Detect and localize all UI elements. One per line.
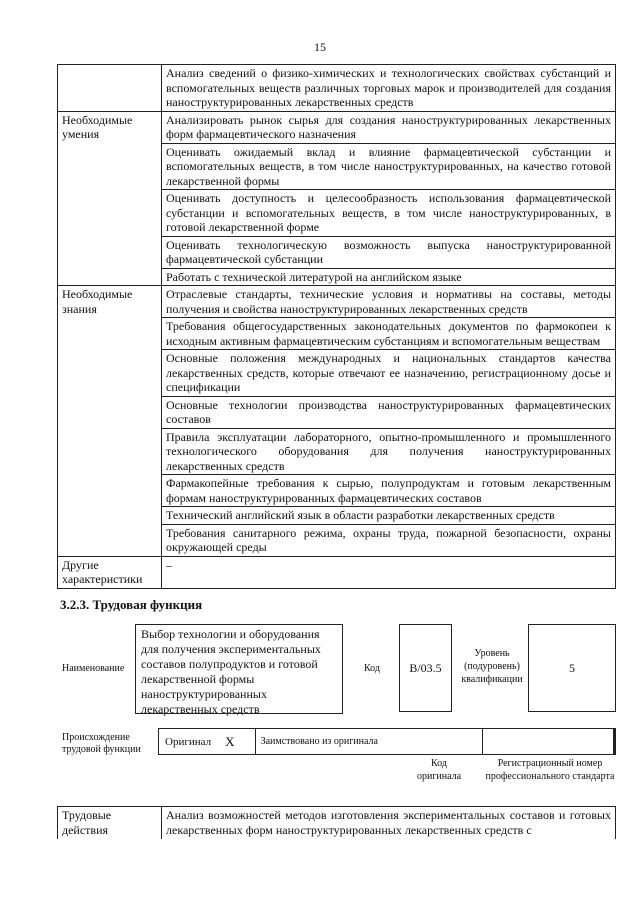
skills-label: Необходимые умения: [58, 111, 162, 286]
table-row: [58, 807, 616, 840]
page-number: 15: [314, 40, 326, 54]
knowledge-item: Отраслевые стандарты, технические условия и нормативы на составы, методы получения и свойства наноструктурированных лекарственных средств: [162, 286, 616, 318]
table-row: [58, 65, 616, 112]
other-label: Другие характеристики: [58, 556, 162, 588]
knowledge-item: Технический английский язык в области разработки лекарственных средств: [162, 507, 616, 525]
level-label: Уровень (подуровень) квалификации: [461, 648, 523, 685]
level-box: 5: [528, 624, 616, 712]
name-label: Наименование: [62, 663, 125, 674]
borrowed-label: Заимствовано из оригинала: [260, 736, 378, 747]
empty-label-cell: [58, 65, 162, 112]
table-row: [58, 111, 616, 143]
function-details-table: [57, 64, 616, 589]
knowledge-label: Необходимые знания: [58, 286, 162, 557]
prior-action-text: Анализ сведений о физико-химических и технологических свойствах субстанций и вспомогательных веществ различных торговых марок и производителей для создания наноструктурированных лекарственных средств: [162, 65, 616, 112]
reg-number-label: Регистрационный номер профессионального стандарта: [485, 758, 615, 782]
origin-row: [158, 728, 616, 755]
knowledge-item: Требования общегосударственных законодательных документов по фармокопеи к исходным активным фармацевтическим субстанциям и вспомогательным веществам: [162, 318, 616, 350]
action-item: Анализ возможностей методов изготовления экспериментальных составов и готовых лекарственных форм наноструктурированных лекарственных средств с: [162, 807, 616, 840]
skill-item: Анализировать рынок сырья для создания наноструктурированных лекарственных форм фармацевтического назначения: [162, 111, 616, 143]
knowledge-item: Правила эксплуатации лабораторного, опытно-промышленного и промышленного технологического оборудования для получения наноструктурированных лекарственных средств: [162, 428, 616, 475]
knowledge-item: Основные технологии производства наноструктурированных фармацевтических составов: [162, 396, 616, 428]
code-original-label: Код оригинала: [416, 758, 462, 782]
knowledge-item: Основные положения международных и национальных стандартов качества лекарственных средств, которые отвечают ее назначению, регистрационному досье и спецификации: [162, 350, 616, 397]
skill-item: Работать с технической литературой на английском языке: [162, 268, 616, 286]
function-name-box: Выбор технологии и оборудования для получения экспериментальных составов полупродуктов и готовой лекарственной формы наноструктурированных лекарственных средств: [135, 624, 343, 714]
table-row: [58, 286, 616, 318]
code-label: Код: [364, 663, 380, 674]
empty-reg-cell: [614, 728, 616, 755]
actions-table: [57, 806, 616, 839]
skill-item: Оценивать технологическую возможность выпуска наноструктурированной фармацевтической субстанции: [162, 236, 616, 268]
origin-label: Происхождение трудовой функции: [62, 732, 141, 755]
knowledge-item: Фармакопейные требования к сырью, полупродуктам и готовым лекарственным формам наноструктурированных фармацевтических составов: [162, 475, 616, 507]
knowledge-item: Требования санитарного режима, охраны труда, пожарной безопасности, охраны окружающей среды: [162, 524, 616, 556]
code-box: B/03.5: [399, 624, 452, 712]
skill-item: Оценивать доступность и целесообразность использования фармацевтической субстанции и вспомогательных веществ, в том числе наноструктурированных, в готовой лекарственной форме: [162, 190, 616, 237]
original-cell: [158, 728, 256, 755]
original-mark: X: [225, 733, 235, 749]
section-title: 3.2.3. Трудовая функция: [60, 597, 203, 612]
original-label: Оригинал: [165, 735, 212, 748]
table-row: [58, 556, 616, 588]
skill-item: Оценивать ожидаемый вклад и влияние фармацевтической субстанции и вспомогательных веществ, в том числе наноструктурированных, на качество готовой лекарственной формы: [162, 143, 616, 190]
borrowed-cell: [256, 728, 483, 755]
actions-label: Трудовые действия: [58, 807, 162, 840]
empty-code-cell: [483, 728, 614, 755]
other-value: –: [162, 556, 616, 588]
